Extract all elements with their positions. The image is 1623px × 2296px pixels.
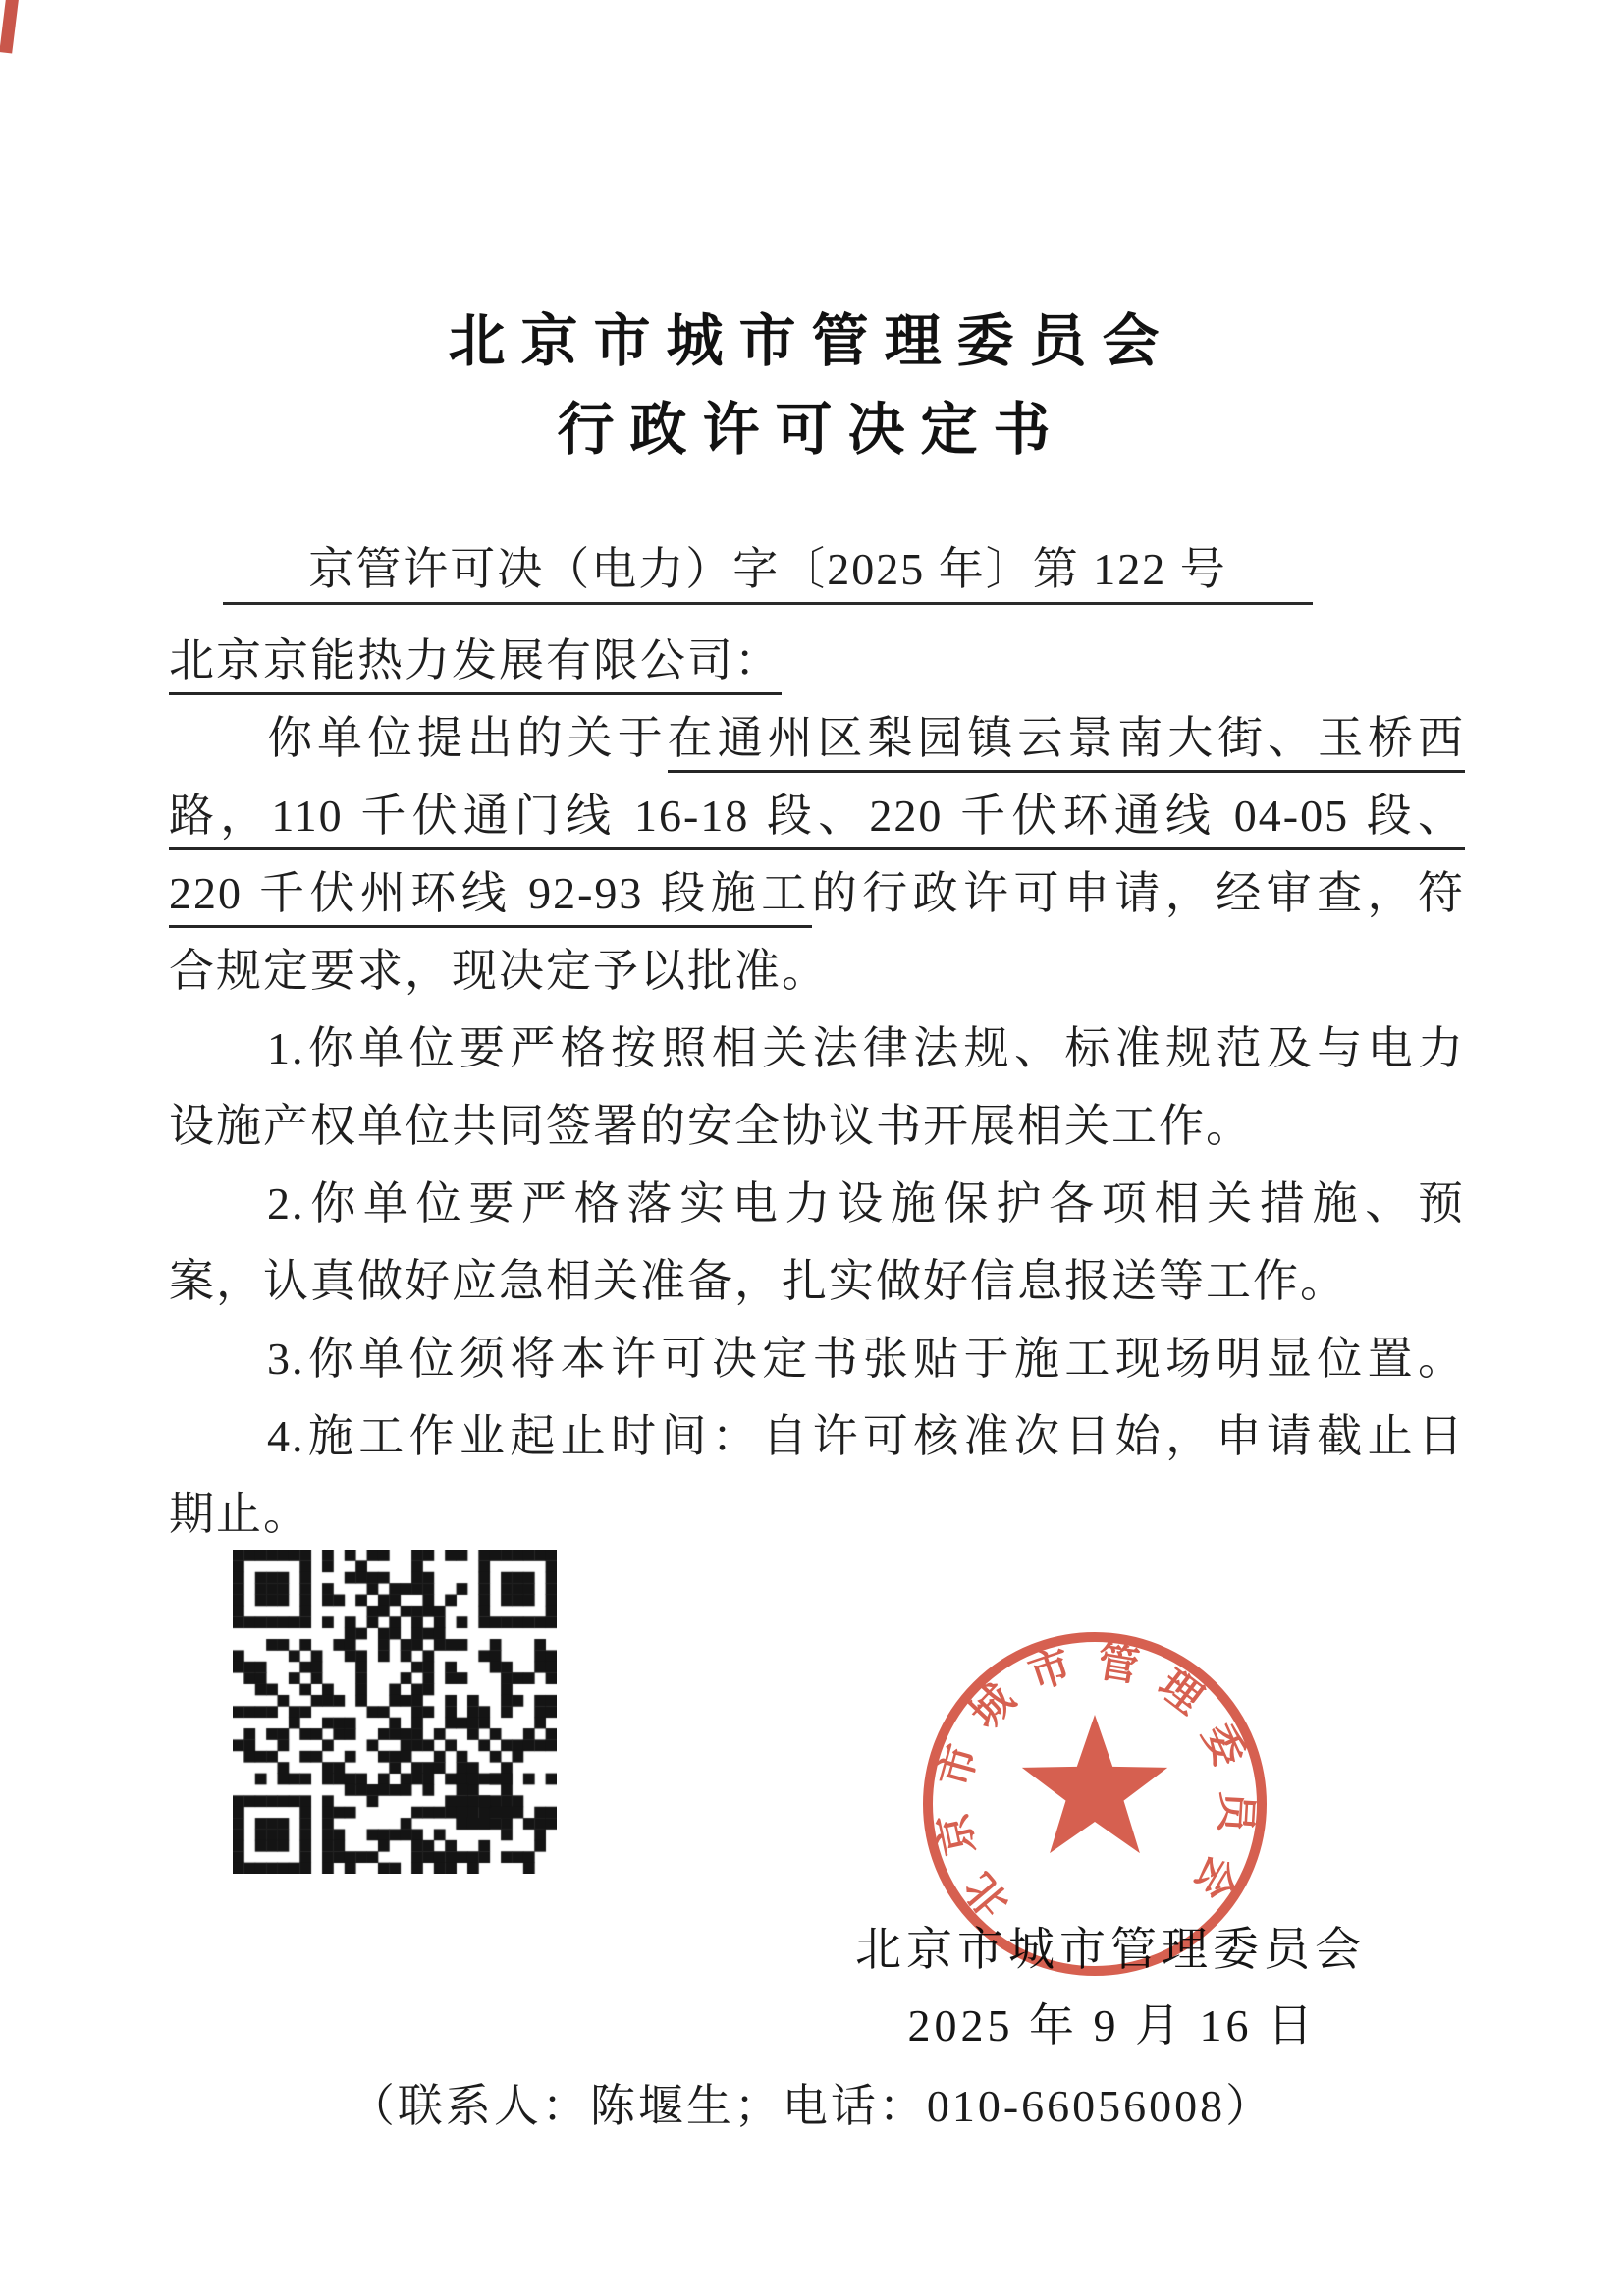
para-line-1 xyxy=(169,699,1465,777)
item4-line1: 4.施工作业起止时间：自许可核准次日始，申请截止日 xyxy=(267,1411,1465,1461)
item1-line2: 设施产权单位共同签署的安全协议书开展相关工作。 xyxy=(169,1101,1253,1151)
issue-date: 2025 年 9 月 16 日 xyxy=(907,2000,1317,2050)
title-line2: 行政许可决定书 xyxy=(557,398,1066,462)
para-text-underlined: 220 千伏州环线 92-93 段施工 xyxy=(169,868,812,928)
para-text: 的行政许可申请，经审查，符 xyxy=(811,868,1465,918)
para-text-underlined: 在通州区梨园镇云景南大街、玉桥西 xyxy=(668,713,1465,773)
salutation-line xyxy=(169,622,1465,699)
scan-artifact xyxy=(0,0,20,54)
official-seal xyxy=(911,1620,1278,1988)
issuer-signature: 北京市城市管理委员会 xyxy=(855,1925,1366,1976)
item2-line2: 案，认真做好应急相关准备，扎实做好信息报送等工作。 xyxy=(169,1256,1347,1306)
title-line1: 北京市城市管理委员会 xyxy=(448,309,1175,373)
document-title xyxy=(0,298,1623,474)
document-body xyxy=(169,541,1465,1553)
qr-canvas xyxy=(233,1550,557,1874)
para-line-3 xyxy=(169,854,1465,932)
doc-number: 京管许可决（电力）字〔2025 年〕第 122 号 xyxy=(223,541,1313,605)
item3-line1: 3.你单位须将本许可决定书张贴于施工现场明显位置。 xyxy=(267,1334,1465,1384)
para-text-underlined: 路，110 千伏通门线 16-18 段、220 千伏环通线 04-05 段、 xyxy=(169,791,1465,850)
qr-code xyxy=(233,1550,557,1874)
para-line-2 xyxy=(169,777,1465,854)
item2-line1: 2.你单位要严格落实电力设施保护各项相关措施、预 xyxy=(267,1178,1465,1229)
item1-line1: 1.你单位要严格按照相关法律法规、标准规范及与电力 xyxy=(267,1023,1465,1073)
item4-line2: 期止。 xyxy=(169,1489,310,1539)
para-text: 你单位提出的关于 xyxy=(267,713,668,763)
salutation-text: 北京京能热力发展有限公司： xyxy=(169,635,782,695)
para-line-4: 合规定要求，现决定予以批准。 xyxy=(169,946,829,996)
seal-arc-text: 北京市城市管理委员会 xyxy=(931,1639,1259,1926)
contact-line: （联系人：陈堰生；电话：010-66056008） xyxy=(349,2081,1274,2131)
star-icon xyxy=(1022,1715,1167,1853)
